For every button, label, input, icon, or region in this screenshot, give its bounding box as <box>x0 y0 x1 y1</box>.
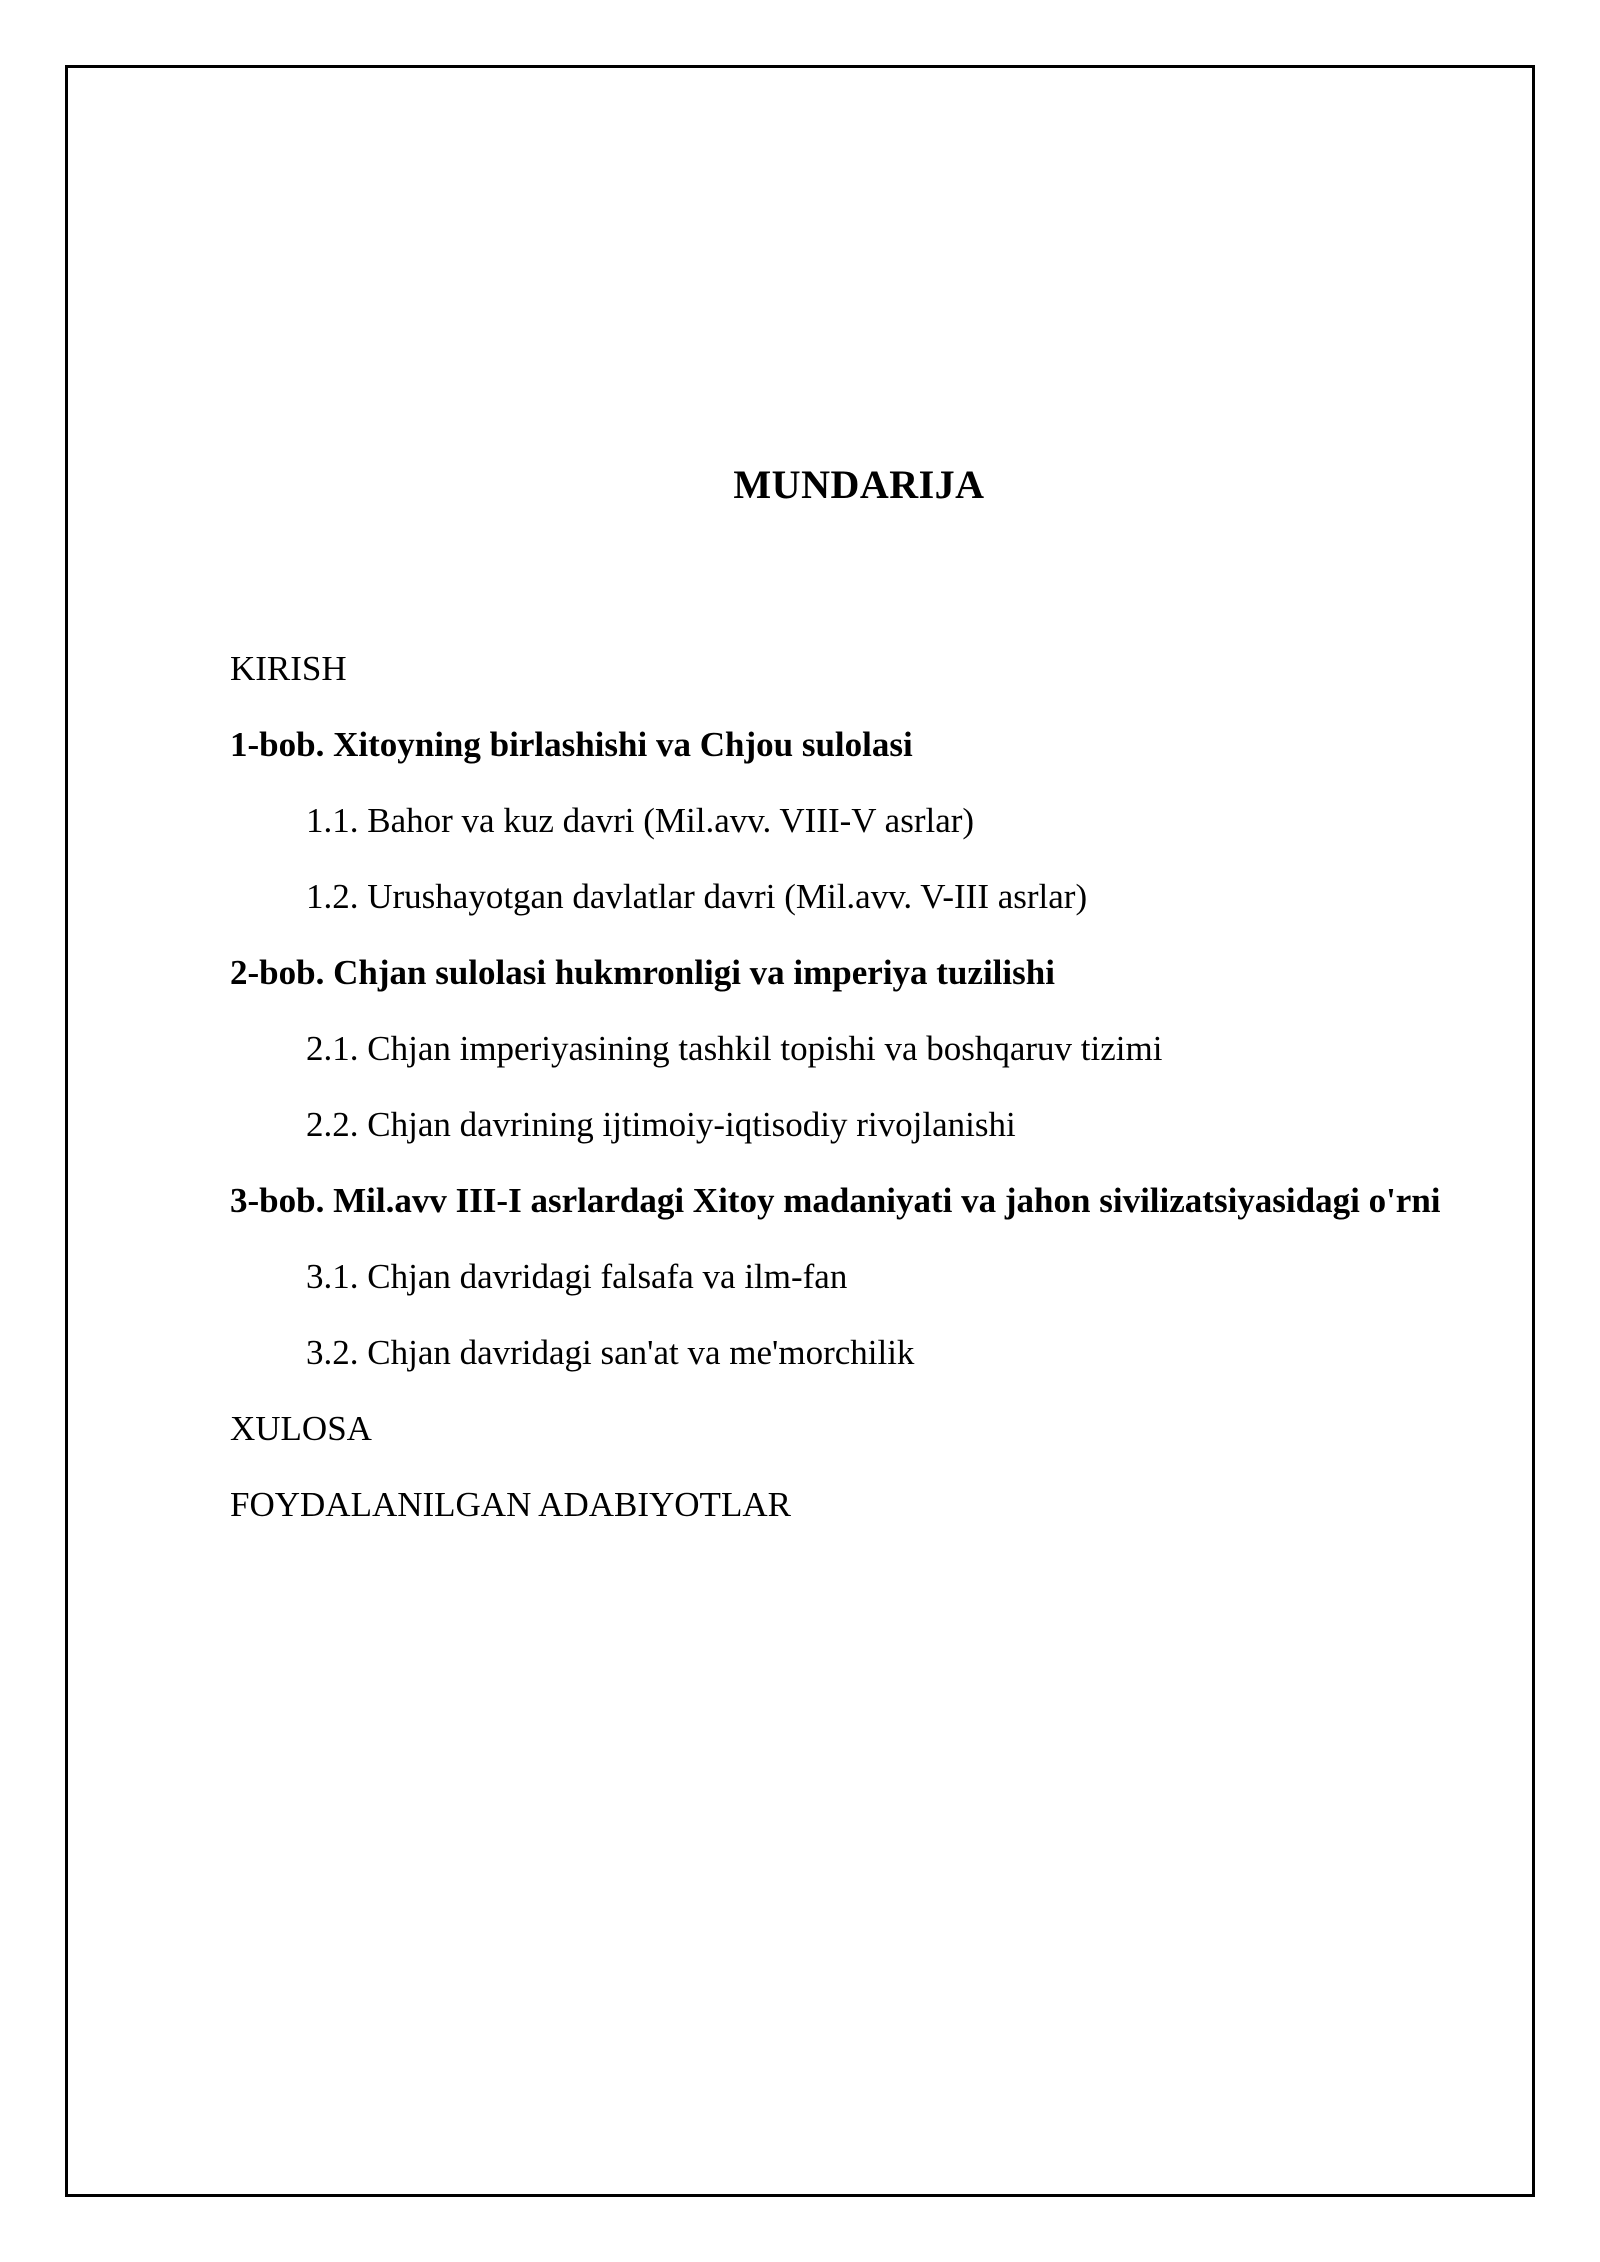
toc-section-2-1: 2.1. Chjan imperiyasining tashkil topishi va boshqaruv tizimi <box>306 1029 1163 1068</box>
toc-chapter-1: 1-bob. Xitoyning birlashishi va Chjou sulolasi <box>230 725 913 764</box>
toc-chapter-3: 3-bob. Mil.avv III-I asrlardagi Xitoy madaniyati va jahon sivilizatsiyasidagi o'rni <box>230 1181 1441 1220</box>
table-of-contents <box>230 636 1470 1548</box>
toc-section-1-2: 1.2. Urushayotgan davlatlar davri (Mil.avv. V-III asrlar) <box>306 877 1088 916</box>
toc-chapter-2: 2-bob. Chjan sulolasi hukmronligi va imperiya tuzilishi <box>230 953 1055 992</box>
toc-section-1-1: 1.1. Bahor va kuz davri (Mil.avv. VIII-V asrlar) <box>306 801 975 840</box>
toc-section-2-2: 2.2. Chjan davrining ijtimoiy-iqtisodiy rivojlanishi <box>306 1105 1016 1144</box>
toc-item-xulosa: XULOSA <box>230 1409 372 1448</box>
toc-item-adabiyotlar: FOYDALANILGAN ADABIYOTLAR <box>230 1485 791 1524</box>
toc-section-3-1: 3.1. Chjan davridagi falsafa va ilm-fan <box>306 1257 848 1296</box>
toc-item-kirish: KIRISH <box>230 649 347 688</box>
page-title: MUNDARIJA <box>733 462 985 507</box>
toc-section-3-2: 3.2. Chjan davridagi san'at va me'morchilik <box>306 1333 915 1372</box>
